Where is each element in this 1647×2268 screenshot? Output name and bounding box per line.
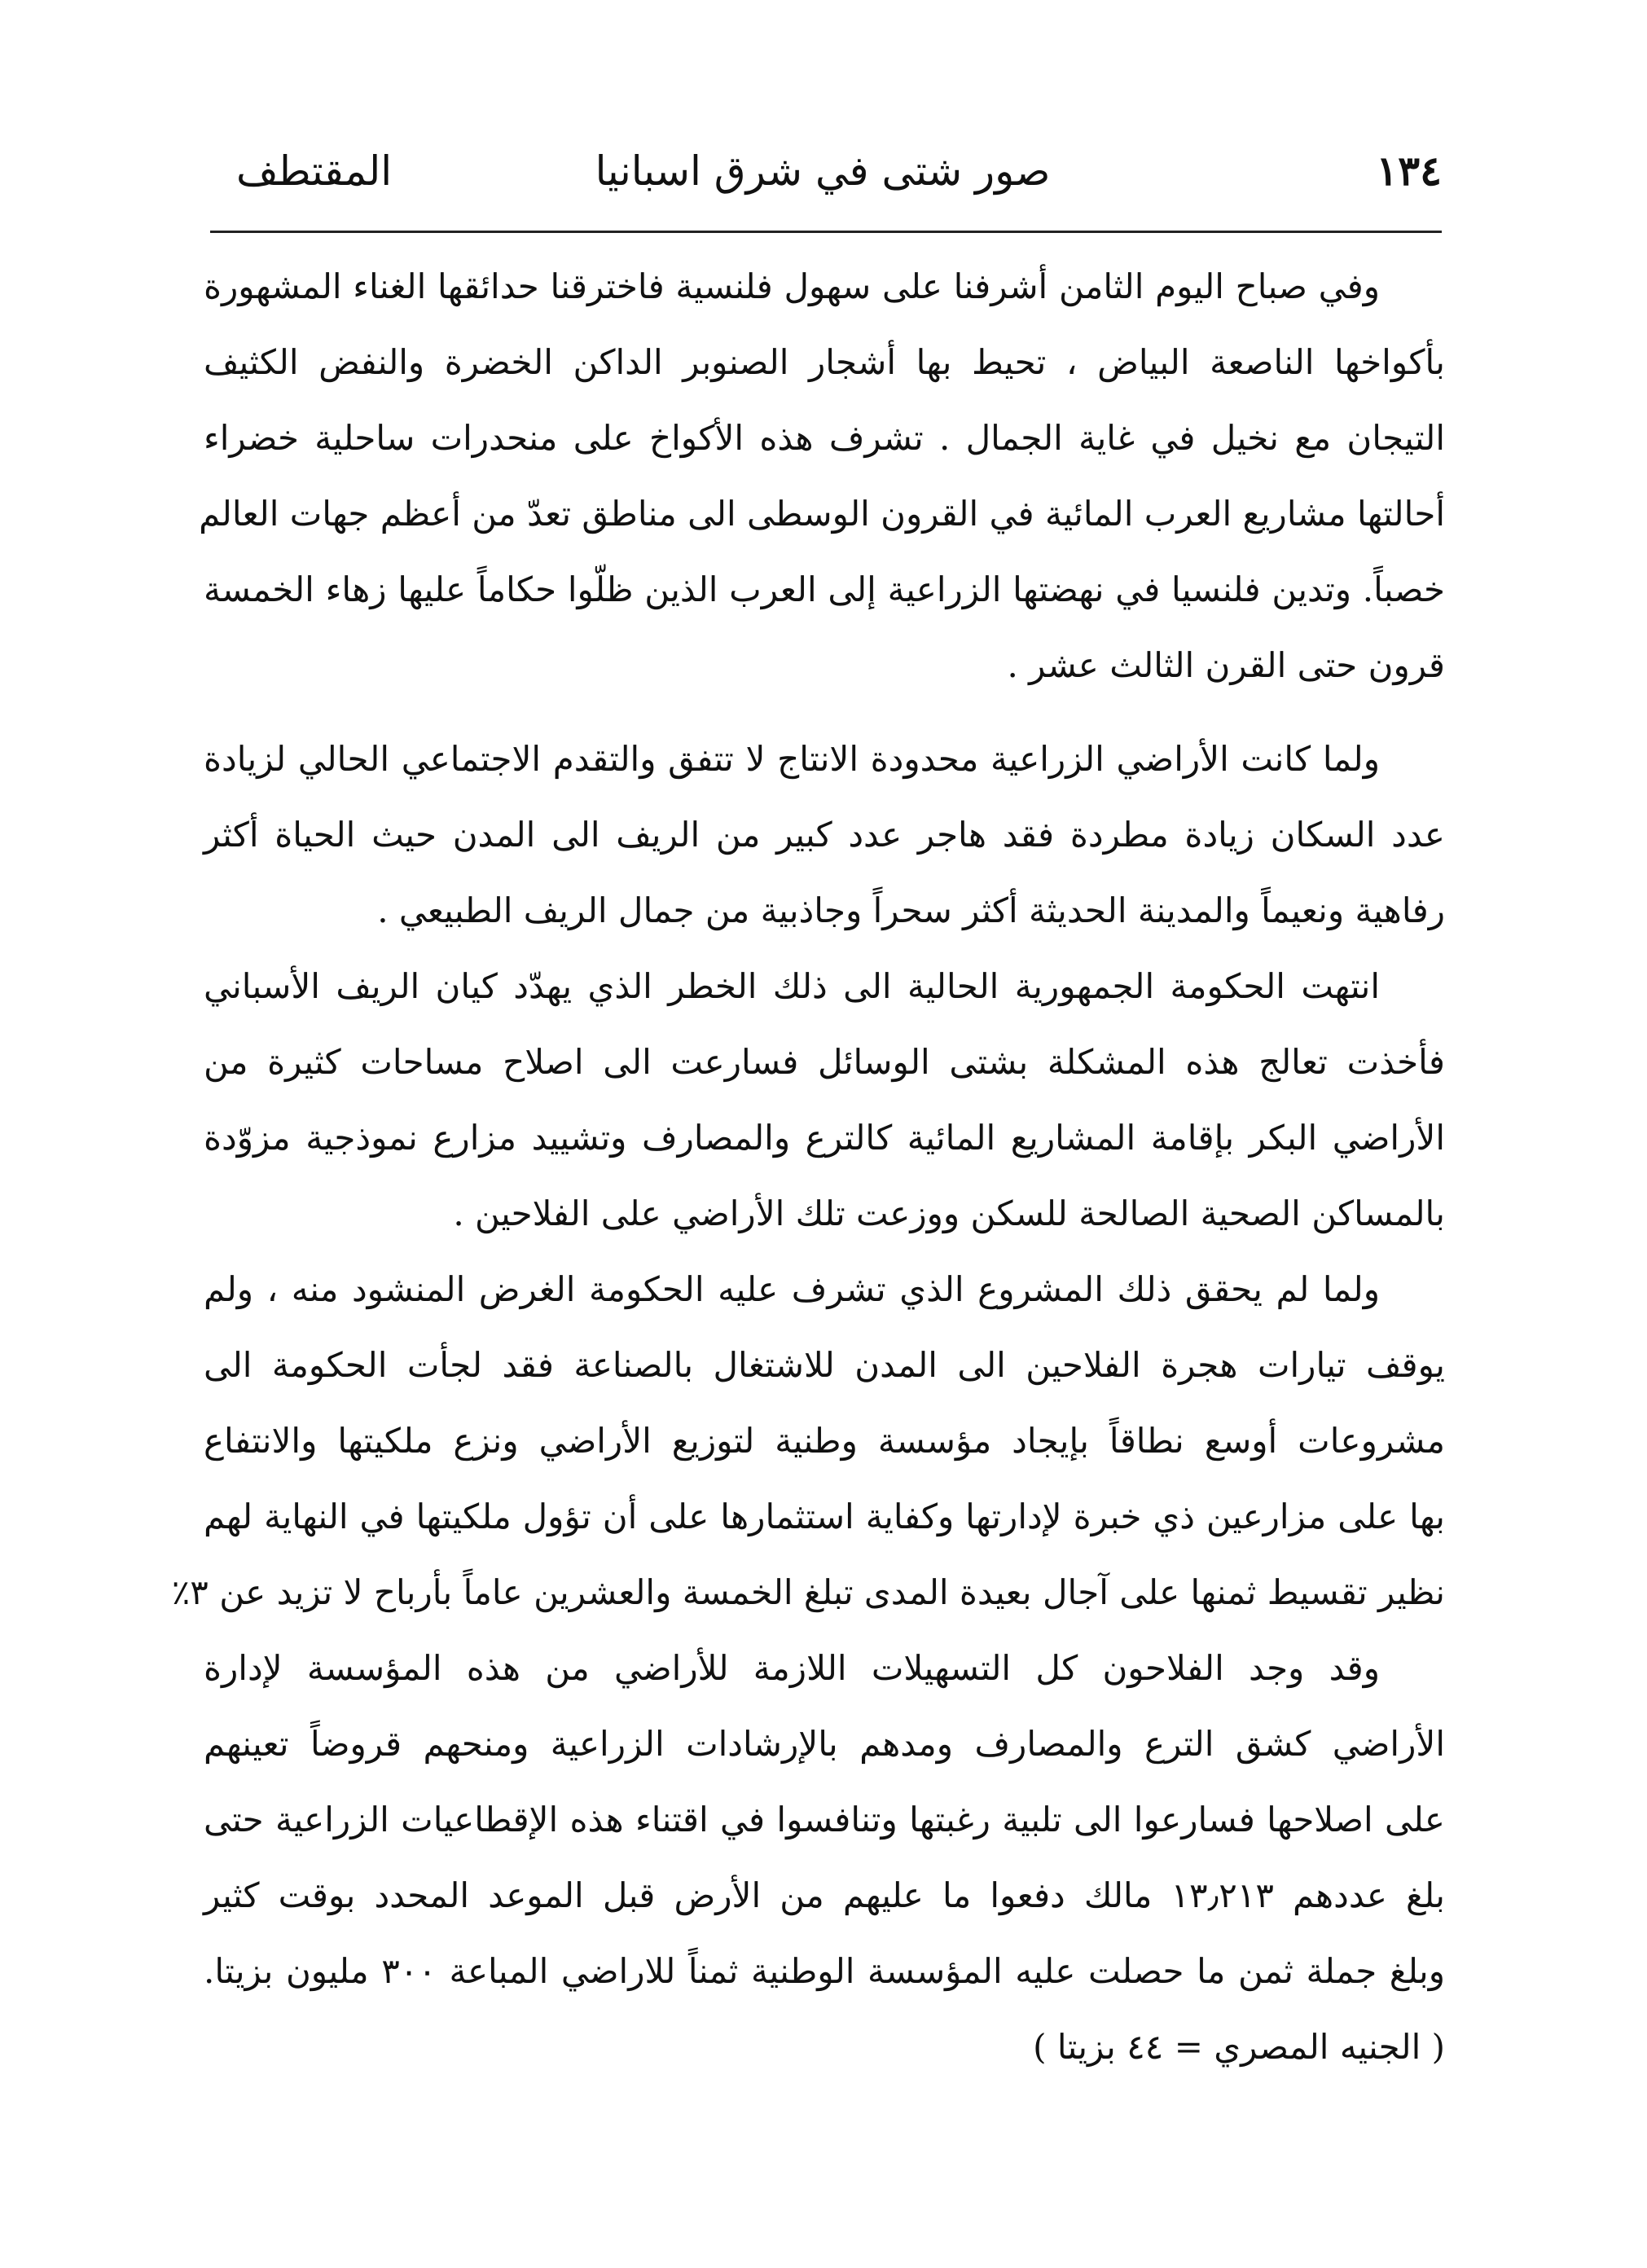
text-line: التيجان مع نخيل في غاية الجمال . تشرف هذه الأكواخ على منحدرات ساحلية خضراء (204, 418, 1445, 458)
text-line: بلغ عددهم ١٣٫٢١٣ مالك دفعوا ما عليهم من الأرض قبل الموعد المحدد بوقت كثير (204, 1875, 1445, 1915)
text-line: بأكواخها الناصعة البياض ، تحيط بها أشجار الصنوبر الداكن الخضرة والنفض الكثيف (204, 342, 1445, 382)
page-number: ١٣٤ (1376, 147, 1442, 195)
text-line: بالمساكن الصحية الصالحة للسكن ووزعت تلك الأراضي على الفلاحين . (453, 1193, 1445, 1233)
paragraph-1 (199, 248, 1445, 703)
paragraph-2 (204, 721, 1445, 948)
text-line: قرون حتى القرن الثالث عشر . (1007, 645, 1445, 685)
text-line: عدد السكان زيادة مطردة فقد هاجر عدد كبير من الريف الى المدن حيث الحياة أكثر (204, 815, 1445, 855)
text-line: وبلغ جملة ثمن ما حصلت عليه المؤسسة الوطنية ثمناً للاراضي المباعة ٣٠٠ مليون بزيتا. (204, 1951, 1446, 1991)
text-line: وفي صباح اليوم الثامن أشرفنا على سهول فلنسية فاخترقنا حدائقها الغناء المشهورة (204, 266, 1380, 306)
text-line: ولما لم يحقق ذلك المشروع الذي تشرف عليه الحكومة الغرض المنشود منه ، ولم (204, 1269, 1380, 1309)
text-line: فأخذت تعالج هذه المشكلة بشتى الوسائل فسارعت الى اصلاح مساحات كثيرة من (204, 1042, 1445, 1082)
text-line: الأراضي البكر بإقامة المشاريع المائية كالترع والمصارف وتشييد مزارع نموذجية مزوّدة (204, 1118, 1445, 1158)
text-line: أحالتها مشاريع العرب المائية في القرون الوسطى الى مناطق تعدّ من أعظم جهات العالم (199, 494, 1445, 534)
text-line: ( الجنيه المصري = ٤٤ بزيتا ) (1033, 2027, 1445, 2067)
article-body (171, 248, 1446, 2085)
text-line: الأراضي كشق الترع والمصارف ومدهم بالإرشادات الزراعية ومنحهم قروضاً تعينهم (204, 1724, 1445, 1764)
header-divider (210, 231, 1442, 233)
text-line: خصباً. وتدين فلنسيا في نهضتها الزراعية إلى العرب الذين ظلّوا حكاماً عليها زهاء الخمسة (204, 569, 1445, 609)
text-line: وقد وجد الفلاحون كل التسهيلات اللازمة للأراضي من هذه المؤسسة لإدارة (204, 1648, 1380, 1688)
text-line: رفاهية ونعيماً والمدينة الحديثة أكثر سحراً وجاذبية من جمال الريف الطبيعي . (377, 890, 1445, 930)
text-line: نظير تقسيط ثمنها على آجال بعيدة المدى تبلغ الخمسة والعشرين عاماً بأرباح لا تزيد عن ٣٪ (171, 1572, 1445, 1612)
text-line: بها على مزارعين ذي خبرة لإدارتها وكفاية استثمارها على أن تؤول ملكيتها في النهاية لهم (204, 1497, 1445, 1536)
page-header (204, 138, 1442, 204)
text-line: انتهت الحكومة الجمهورية الحالية الى ذلك الخطر الذي يهدّد كيان الريف الأسباني (204, 966, 1380, 1006)
running-title: صور شتى في شرق اسبانيا (595, 147, 1051, 195)
paragraph-4 (171, 1251, 1445, 1630)
text-line: ولما كانت الأراضي الزراعية محدودة الانتاج لا تتفق والتقدم الاجتماعي الحالي لزيادة (204, 739, 1380, 779)
text-line: على اصلاحها فسارعوا الى تلبية رغبتها وتنافسوا في اقتناء هذه الإقطاعيات الزراعية حتى (204, 1800, 1445, 1839)
text-line: يوقف تيارات هجرة الفلاحين الى المدن للاشتغال بالصناعة فقد لجأت الحكومة الى (204, 1345, 1445, 1385)
paragraph-3 (204, 948, 1445, 1251)
paragraph-5 (204, 1630, 1445, 2085)
text-line: مشروعات أوسع نطاقاً بإيجاد مؤسسة وطنية لتوزيع الأراضي ونزع ملكيتها والانتفاع (204, 1421, 1445, 1461)
journal-name: المقتطف (236, 147, 393, 195)
